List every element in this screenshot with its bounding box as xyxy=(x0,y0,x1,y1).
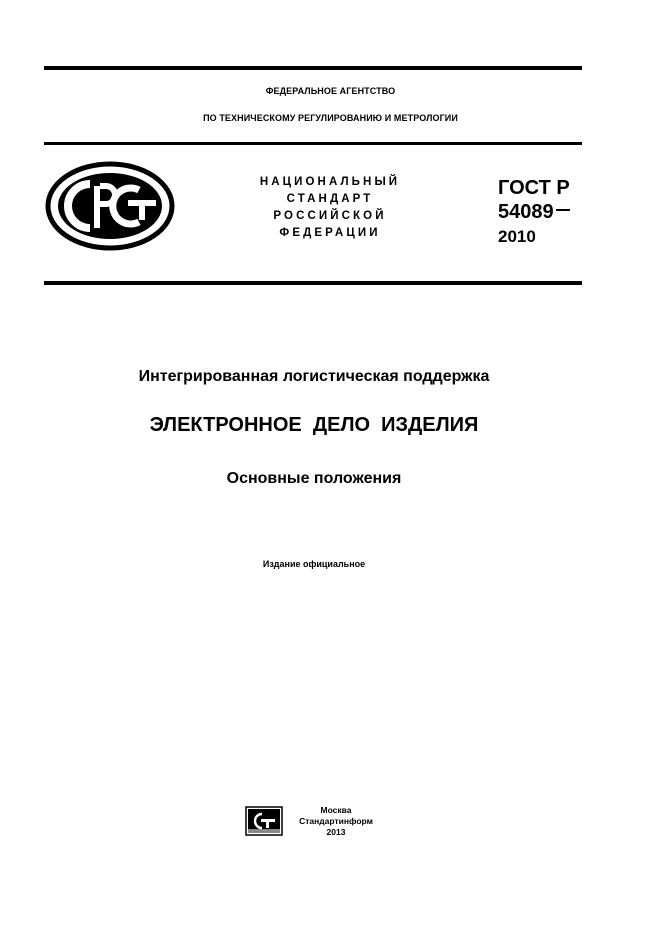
bottom-header-rule xyxy=(44,281,582,285)
header-rule xyxy=(44,142,582,145)
publisher-info xyxy=(296,805,376,838)
series-title: Интегрированная логистическая поддержка xyxy=(138,368,490,385)
edition-note: Издание официальное xyxy=(262,559,366,569)
rst-certification-mark-icon xyxy=(44,160,176,252)
top-rule xyxy=(44,66,582,70)
agency-line-2: ПО ТЕХНИЧЕСКОМУ РЕГУЛИРОВАНИЮ И МЕТРОЛОГИИ xyxy=(203,113,458,123)
standard-type-line-2: СТАНДАРТ xyxy=(286,193,374,205)
standard-code: ГОСТ Р xyxy=(498,177,570,199)
standard-year: 2010 xyxy=(498,227,536,246)
standard-type-line-3: РОССИЙСКОЙ xyxy=(273,210,387,222)
agency-line-1: ФЕДЕРАЛЬНОЕ АГЕНТСТВО xyxy=(265,86,396,96)
standard-type xyxy=(232,174,428,242)
designation-dash xyxy=(556,209,570,211)
standard-designation xyxy=(498,176,570,224)
standartinform-logo-icon xyxy=(244,805,284,837)
standard-number: 54089 xyxy=(498,201,554,223)
document-title: ЭЛЕКТРОННОЕ ДЕЛО ИЗДЕЛИЯ xyxy=(149,414,479,436)
publisher-name: Стандартинформ xyxy=(299,816,373,826)
standard-type-line-1: НАЦИОНАЛЬНЫЙ xyxy=(259,176,401,188)
standard-type-line-4: ФЕДЕРАЦИИ xyxy=(279,227,381,239)
document-subtitle: Основные положения xyxy=(226,470,402,487)
publisher-city: Москва xyxy=(320,805,352,815)
publisher-year: 2013 xyxy=(326,827,346,837)
